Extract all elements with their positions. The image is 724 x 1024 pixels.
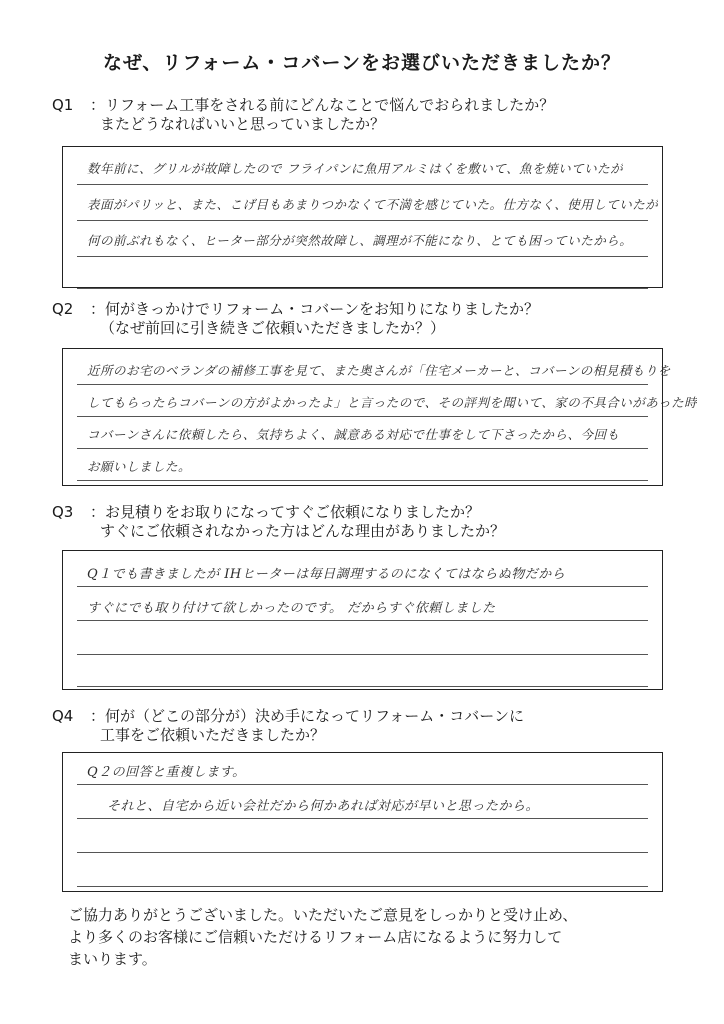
handwritten-answer-line: すぐにでも取り付けて欲しかったのです。 だからすぐ依頼しました — [87, 601, 496, 616]
handwritten-answer-line: 近所のお宅のベランダの補修工事を見て、また奥さんが「住宅メーカーと、コバーンの相見積もりを — [87, 363, 671, 378]
answer-box-2 — [62, 348, 698, 486]
question-text-line2: 工事をご依頼いただきましたか？ — [100, 726, 326, 744]
question-4 — [52, 707, 524, 745]
question-number: Q1 — [52, 96, 74, 114]
question-text-line1: ：お見積りをお取りになってすぐご依頼になりましたか？ — [90, 503, 481, 521]
closing-message — [68, 904, 577, 970]
question-text-line1: ：何がきっかけでリフォーム・コバーンをお知りになりましたか？ — [90, 300, 539, 318]
answer-line — [77, 823, 648, 853]
handwritten-answer-line: Q１でも書きましたが IHヒーターは毎日調理するのになくてはならぬ物だから — [87, 567, 566, 582]
answer-box-4 — [62, 752, 663, 892]
question-3 — [52, 503, 505, 541]
answer-line — [77, 259, 648, 289]
handwritten-answer-line: してもらったらコバーンの方がよかったよ」と言ったので、その評判を聞いて、家の不具合いがあった時 — [87, 395, 698, 410]
handwritten-answer-line: 何の前ぶれもなく、ヒーター部分が突然故障し、調理が不能になり、とても困っていたから。 — [87, 233, 633, 248]
answer-line — [77, 625, 648, 655]
handwritten-answer-line: 表面がパリッと、また、こげ目もあまりつかなくて不満を感じていた。仕方なく、使用していたが — [87, 197, 659, 212]
question-number: Q3 — [52, 503, 74, 521]
question-number: Q2 — [52, 300, 74, 318]
handwritten-answer-line: コバーンさんに依頼したら、気持ちよく、誠意ある対応で仕事をして下さったから、今回も — [87, 427, 620, 442]
question-text-line2: すぐにご依頼されなかった方はどんな理由がありましたか？ — [100, 522, 506, 540]
question-text-line2: またどうなればいいと思っていましたか？ — [100, 115, 386, 133]
question-number: Q4 — [52, 707, 74, 725]
question-text-line1: ：何が（どこの部分が）決め手になってリフォーム・コバーンに — [90, 707, 524, 725]
closing-line: ご協力ありがとうございました。いただいたご意見をしっかりと受け止め、 — [68, 906, 578, 924]
answer-line — [77, 657, 648, 687]
question-1 — [52, 96, 554, 134]
closing-line: まいります。 — [68, 950, 157, 968]
page-title: なぜ、リフォーム・コバーンをお選びいただきましたか？ — [102, 52, 622, 74]
answer-box-1 — [62, 146, 663, 288]
handwritten-answer-line: 数年前に、グリルが故障したので フライパンに魚用アルミはくを敷いて、魚を焼いていたが — [87, 161, 624, 176]
question-2 — [52, 300, 539, 338]
handwritten-answer-line: お願いしました。 — [87, 459, 192, 474]
question-text-line1: ：リフォーム工事をされる前にどんなことで悩んでおられましたか？ — [90, 96, 555, 114]
handwritten-answer-line: Q２の回答と重複します。 — [87, 765, 246, 780]
answer-line — [77, 857, 648, 887]
answer-box-3 — [62, 550, 663, 690]
closing-line: より多くのお客様にご信頼いただけるリフォーム店になるように努力して — [68, 928, 563, 946]
question-text-line2: （なぜ前回に引き続きご依頼いただきましたか？） — [100, 319, 446, 337]
handwritten-answer-line: それと、自宅から近い会社だから何かあれば対応が早いと思ったから。 — [107, 799, 540, 814]
